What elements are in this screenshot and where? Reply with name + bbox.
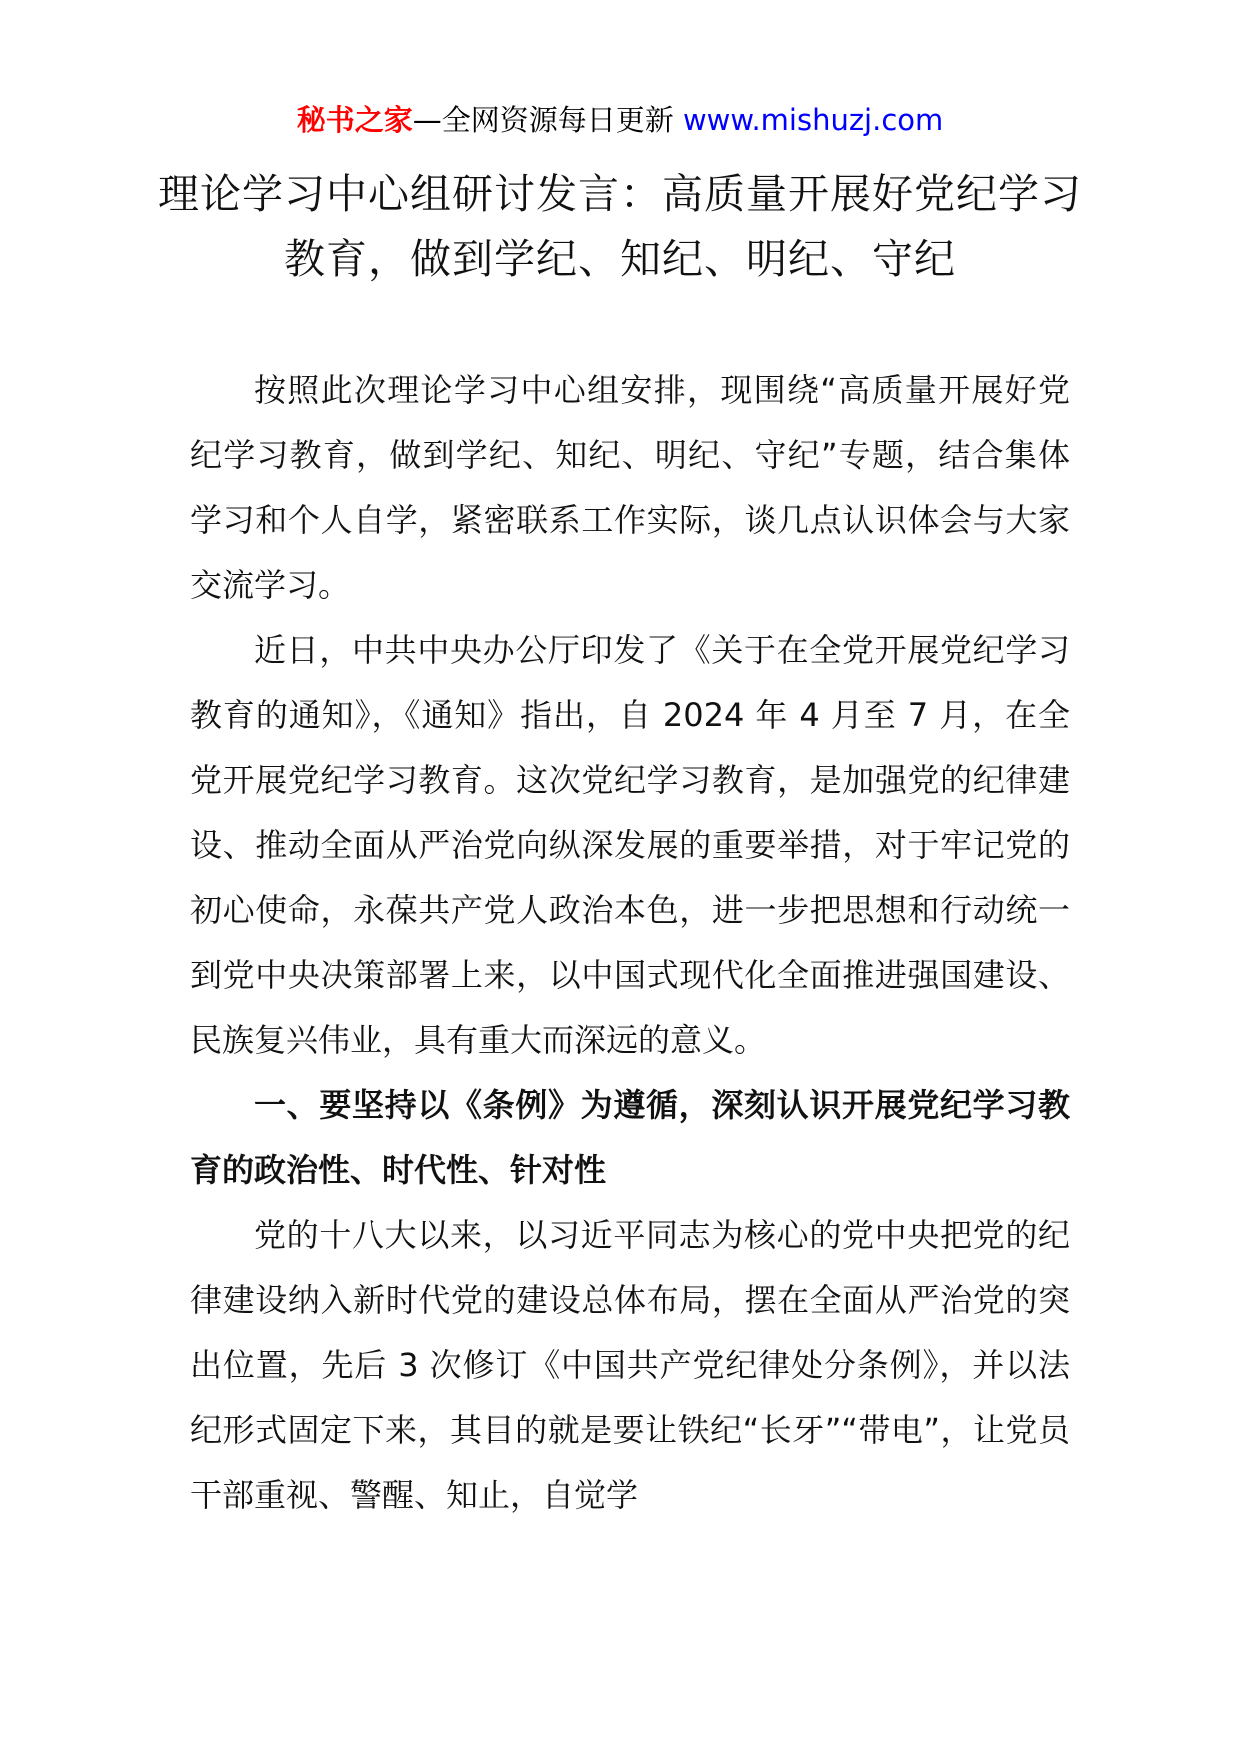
watermark-header	[0, 100, 1240, 140]
paragraph-intro: 按照此次理论学习中心组安排，现围绕“高质量开展好党纪学习教育，做到学纪、知纪、明纪、守纪”专题，结合集体学习和个人自学，紧密联系工作实际，谈几点认识体会与大家交流学习。	[190, 371, 1070, 604]
document-body	[190, 358, 1070, 1528]
website-link[interactable]: www.mishuzj.com	[682, 103, 944, 137]
paragraph-background: 近日，中共中央办公厅印发了《关于在全党开展党纪学习教育的通知》，《通知》指出，自 2024 年 4 月至 7 月，在全党开展党纪学习教育。这次党纪学习教育，是加强党的纪律建设、推动全面从严治党向纵深发展的重要举措，对于牢记党的初心使命，永葆共产党人政治本色，进一步把思想和行动统一到党中央决策部署上来，以中国式现代化全面推进强国建设、民族复兴伟业，具有重大而深远的意义。	[190, 631, 1070, 1059]
header-tagline: —全网资源每日更新	[412, 103, 674, 137]
brand-name: 秘书之家	[296, 103, 413, 137]
paragraph-section-1: 党的十八大以来，以习近平同志为核心的党中央把党的纪律建设纳入新时代党的建设总体布局，摆在全面从严治党的突出位置，先后 3 次修订《中国共产党纪律处分条例》，并以法纪形式固定下来，其目的就是要让铁纪“长牙”“带电”，让党员干部重视、警醒、知止，自觉学	[190, 1216, 1070, 1514]
section-heading-1: 一、要坚持以《条例》为遵循，深刻认识开展党纪学习教育的政治性、时代性、针对性	[190, 1086, 1070, 1189]
document-title: 理论学习中心组研讨发言：高质量开展好党纪学习教育，做到学纪、知纪、明纪、守纪	[158, 170, 1082, 283]
